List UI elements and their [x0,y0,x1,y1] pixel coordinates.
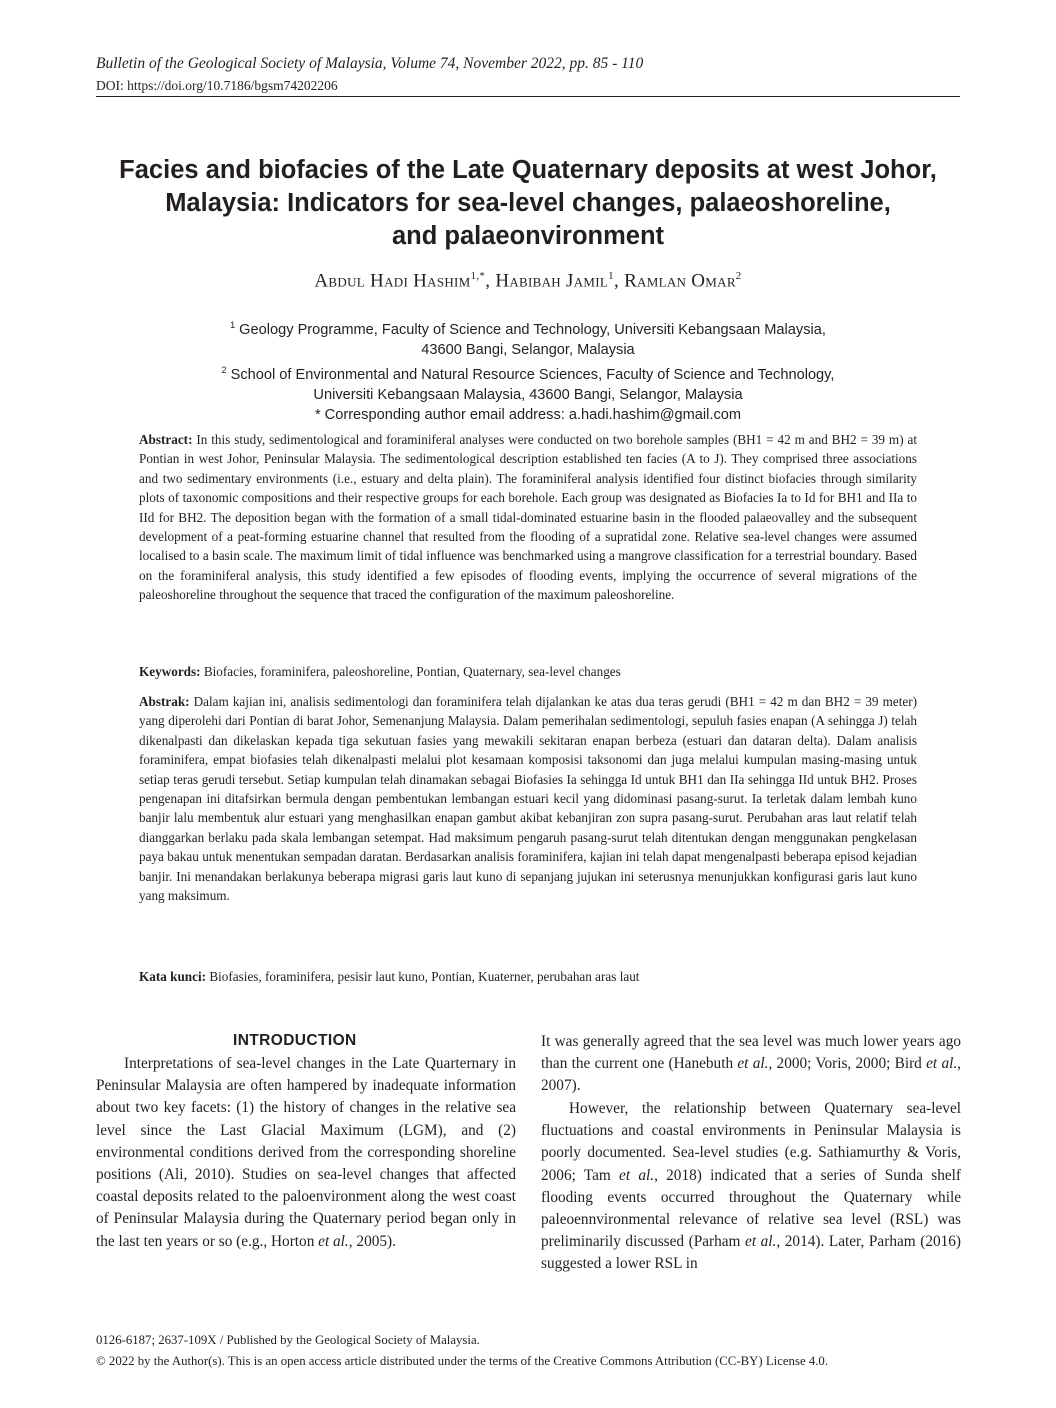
title-line: Malaysia: Indicators for sea-level changes, palaeoshoreline, [165,189,891,217]
title-line: and palaeonvironment [391,222,665,250]
abstract-label: Abstract: [139,432,193,447]
abstrak-label: Abstrak: [139,694,190,709]
italic-text: et al. [318,1232,349,1250]
affiliation-marker: 1 [230,320,236,330]
corresponding-author: * Corresponding author email address: a.hadi.hashim@gmail.com [314,406,742,423]
introduction-paragraph-1: Interpretations of sea-level changes in the Late Quarternary in Peninsular Malaysia are often hampered by inadequate information about two key facets: (1) the history of changes in the relative sea level since the Last Glacial Maximum (LGM), and (2) environmental conditions derived from the corresponding shoreline positions (Ali, 2010). Studies on sea-level changes that affected coastal deposits related to the paloenvironment along the west coast of Peninsular Malaysia during the Quaternary period began only in the last ten years or so (e.g., Horton et al., 2005). [96,1055,516,1250]
author-list: Abdul Hadi Hashim$^{1,*}$, Habibah Jamil$^1$, Ramlan Omar$^2$ [314,270,742,292]
kata-kunci-label: Kata kunci: [139,969,207,984]
abstract-text: In this study, sedimentological and foraminiferal analyses were conducted on two borehole samples (BH1 = 42 m and BH2 = 39 m) at Pontian in west Johor, Peninsular Malaysia. The sedimentological description established ten facies (A to J). They comprised three associations and two sedimentary environments (i.e., estuary and delta plain). The foraminiferal analysis identified four distinct biofacies through similarity plots of taxonomic compositions and their respective groups for each borehole. Each group was designated as Biofacies Ia to Id for BH1 and IIa to IId for BH2. The deposition began with the formation of a small tidal-dominated estuarine basin in the flooded palaeovalley and the subsequent development of a peat-forming estuarine channel that resulted from the flooding of a supratidal zone. Relative sea-level changes were assumed localised to a basin scale. The maximum limit of tidal influence was benchmarked using a mangrove classification for a terrestrial boundary. Based on the foraminiferal analysis, this study identified a few episodes of flooding events, implying the occurrence of several migrations of the paleoshoreline throughout the sequence that traced the configuration of the maximum paleoshoreline. [139,432,918,603]
introduction-paragraph-2: It was generally agreed that the sea level was much lower years ago than the current one (Hanebuth et al., 2000; Voris, 2000; Bird et al., 2007). [541,1033,961,1095]
italic-text: et al. [745,1233,777,1251]
affiliation-line: Geology Programme, Faculty of Science and Technology, Universiti Kebangsaan Malaysia, [239,321,826,338]
author-name: Habibah Jamil [495,270,609,292]
kata-kunci-text: Biofasies, foraminifera, pesisir laut kuno, Pontian, Kuaterner, perubahan aras laut [209,969,640,984]
paper-title [96,154,960,253]
footer-issn: 0126-6187; 2637-109X / Published by the Geological Society of Malaysia. [96,1333,480,1347]
author-name: Ramlan Omar [624,270,736,292]
affiliation-block [96,315,960,425]
doi-link[interactable]: DOI: https://doi.org/10.7186/bgsm74202206 [96,78,338,93]
affiliation-line: Universiti Kebangsaan Malaysia, 43600 Bangi, Selangor, Malaysia [313,386,743,403]
section-heading-introduction: INTRODUCTION [233,1032,357,1049]
italic-text: et al. [737,1055,769,1073]
title-line: Facies and biofacies of the Late Quaternary deposits at west Johor, [119,156,937,184]
affiliation-line: 43600 Bangi, Selangor, Malaysia [421,341,635,358]
keywords-text: Biofacies, foraminifera, paleoshoreline, Pontian, Quaternary, sea-level changes [203,664,621,679]
italic-text: et al. [926,1055,958,1073]
keywords-label: Keywords: [139,664,201,679]
italic-text: et al. [619,1166,655,1184]
affiliation-marker: 2 [221,364,227,375]
introduction-paragraph-3: However, the relationship between Quaternary sea-level fluctuations and coastal environments in Peninsular Malaysia is poorly documented. Sea-level studies (e.g. Sathiamurthy & Voris, 2006; Tam et al., 2018) indicated that a series of Sunda shelf flooding events occurred throughout the Quaternary while paleoennvironmental relevance of relative sea level (RSL) was preliminarily discussed (Parham et al., 2014). Later, Parham (2016) suggested a lower RSL in [541,1100,962,1273]
abstrak [139,692,917,905]
header-divider [96,96,960,97]
keywords [139,662,917,681]
author-affiliation-marker: 1 [608,270,614,282]
journal-citation: Bulletin of the Geological Society of Malaysia, Volume 74, November 2022, pp. 85 - 110 [96,55,644,72]
abstrak-text: Dalam kajian ini, analisis sedimentologi dan foraminifera telah dijalankan ke atas dua teras gerudi (BH1 = 42 m dan BH2 = 39 meter) yang diperolehi dari Pontian di barat Johor, Semenanjung Malaysia. Dalam pemerihalan sedimentologi, sepuluh fasies enapan (A sehingga J) telah dikenalpasti dan dikelaskan kepada tiga sekutuan fasies yang mewakili sekitaran enapan berbeza (estuari dan dataran delta). Dalam analisis foraminifera, empat biofasies telah dikenalpasti melalui plot kesamaan komposisi taksonomi dan juga melalui kumpulan masing-masing untuk setiap teras gerudi tersebut. Setiap kumpulan telah dinamakan sebagai Biofasies Ia sehingga Id untuk BH1 dan IIa sehingga IId untuk BH2. Proses pengenapan ini ditafsirkan bermula dengan pembentukan lembangan estuari kecil yang didominasi pasang-surut. Ia terletak dalam lembah kuno banjir lalu membentuk alur estuari yang menghasilkan enapan gambut akibat kebanjiran zon supra pasang-surut. Perubahan aras laut relatif telah dianggarkan berlaku pada skala lembangan setempat. Had maksimum pengaruh pasang-surut telah ditentukan dengan menggunakan pengkelasan paya bakau untuk menentukan sempadan daratan. Berdasarkan analisis foraminifera, kajian ini telah dapat mengenalpasti beberapa episod kejadian banjir. Ini menandakan berlakunya beberapa migrasi garis laut kuno di sepanjang jujukan ini seterusnya menunjukkan konfigurasi garis laut kuno yang maksimum. [139,694,917,904]
affiliation-line: School of Environmental and Natural Resource Sciences, Faculty of Science and Technology, [230,366,835,383]
author-affiliation-marker: 1,* [470,270,486,282]
kata-kunci [139,967,917,986]
author-affiliation-marker: 2 [735,270,742,282]
abstract [139,430,917,605]
affiliation-1 [96,315,960,340]
author-name: Abdul Hadi Hashim [314,270,471,292]
footer-license: © 2022 by the Author(s). This is an open access article distributed under the terms of the Creative Commons Attribution (CC-BY) License 4.0. [96,1354,829,1368]
affiliation-2 [96,360,960,385]
